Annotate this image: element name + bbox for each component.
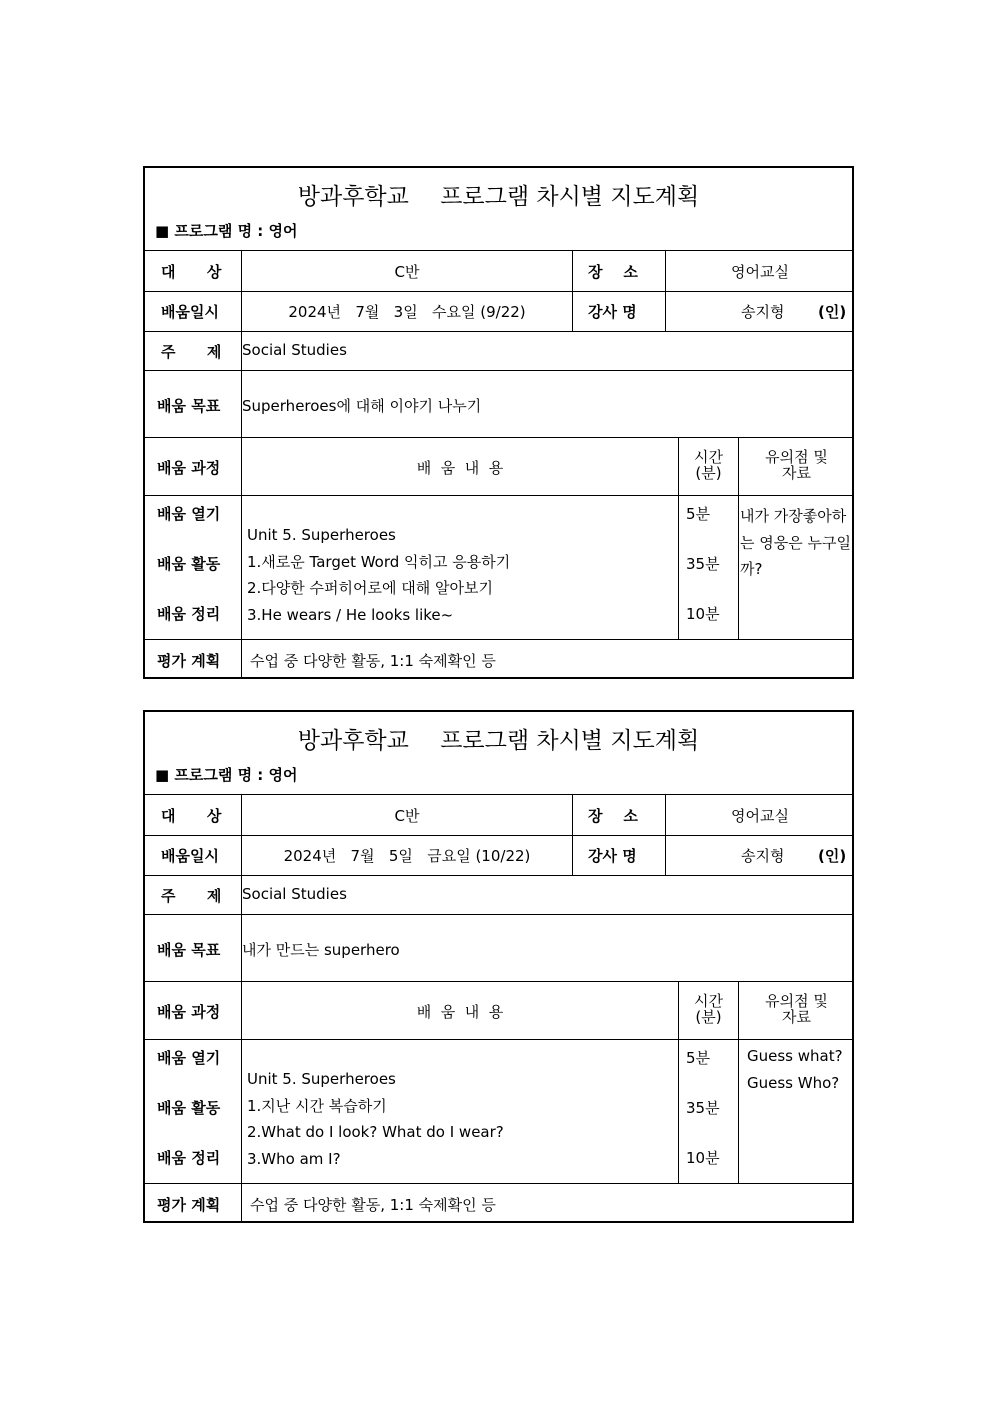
- teacher-label: 강사 명: [588, 303, 637, 321]
- eval-value: 수업 중 다양한 활동, 1:1 숙제확인 등: [250, 652, 496, 670]
- teacher-label: 강사 명: [588, 847, 637, 865]
- divider: [572, 250, 573, 331]
- goal-value: 내가 만드는 superhero: [242, 941, 400, 959]
- divider: [145, 437, 852, 438]
- content-line: Unit 5. Superheroes: [247, 526, 396, 544]
- date-value: 2024년 7월 3일 수요일 (9/22): [288, 303, 526, 321]
- time-closing: 10분: [686, 605, 720, 623]
- closing-label: 배움 정리: [157, 1149, 221, 1167]
- topic-value: Social Studies: [242, 885, 347, 903]
- time-header: 시간 (분): [694, 992, 723, 1026]
- place-value: 영어교실: [731, 263, 789, 281]
- target-value: C반: [394, 263, 420, 281]
- content-line: Unit 5. Superheroes: [247, 1070, 396, 1088]
- notes-header: 유의점 및 자료: [765, 448, 828, 482]
- process-label: 배움 과정: [157, 459, 221, 477]
- teacher-value: 송지형: [741, 303, 785, 321]
- seal-mark: (인): [818, 303, 847, 321]
- place-value: 영어교실: [731, 807, 789, 825]
- time-activity: 35분: [686, 1099, 720, 1117]
- opening-label: 배움 열기: [157, 505, 221, 523]
- contents-list: [247, 522, 510, 628]
- target-value: C반: [394, 807, 420, 825]
- activity-label: 배움 활동: [157, 1099, 221, 1117]
- content-line: 3.He wears / He looks like~: [247, 605, 454, 624]
- plan-title: [145, 722, 852, 755]
- lesson-plan: [143, 166, 854, 679]
- target-label: 대 상: [161, 807, 222, 825]
- program-name: ■ 프로그램 명 : 영어: [155, 222, 298, 240]
- date-label: 배움일시: [161, 847, 219, 865]
- notes-value: Guess what? Guess Who?: [747, 1047, 843, 1092]
- opening-label: 배움 열기: [157, 1049, 221, 1067]
- content-line: 2.What do I look? What do I wear?: [247, 1123, 504, 1141]
- place-label: 장 소: [588, 807, 638, 825]
- eval-label: 평가 계획: [157, 652, 221, 670]
- time-closing: 10분: [686, 1149, 720, 1167]
- teacher-value: 송지형: [741, 847, 785, 865]
- title-part-2: 프로그램 차시별 지도계획: [440, 184, 700, 210]
- divider: [145, 794, 852, 795]
- divider: [145, 835, 852, 836]
- topic-value: Social Studies: [242, 341, 347, 359]
- target-label: 대 상: [161, 263, 222, 281]
- divider: [145, 981, 852, 982]
- divider: [145, 914, 852, 915]
- divider: [145, 291, 852, 292]
- divider: [145, 370, 852, 371]
- goal-label: 배움 목표: [157, 397, 221, 415]
- goal-label: 배움 목표: [157, 941, 221, 959]
- title-part-2: 프로그램 차시별 지도계획: [440, 728, 700, 754]
- content-line: 1.새로운 Target Word 익히고 응용하기: [247, 552, 511, 571]
- divider: [145, 875, 852, 876]
- title-part-1: 방과후학교: [297, 184, 409, 210]
- eval-value: 수업 중 다양한 활동, 1:1 숙제확인 등: [250, 1196, 496, 1214]
- topic-label: 주 제: [161, 887, 222, 905]
- activity-label: 배움 활동: [157, 555, 221, 573]
- divider: [145, 1183, 852, 1184]
- lesson-plan: [143, 710, 854, 1223]
- time-activity: 35분: [686, 555, 720, 573]
- date-value: 2024년 7월 5일 금요일 (10/22): [283, 847, 531, 865]
- closing-label: 배움 정리: [157, 605, 221, 623]
- notes-value: 내가 가장좋아하는 영웅은 누구일까?: [740, 507, 851, 578]
- divider: [145, 331, 852, 332]
- time-header: 시간 (분): [694, 448, 723, 482]
- time-opening: 5분: [686, 1049, 711, 1067]
- divider: [145, 250, 852, 251]
- contents-header: 배 움 내 용: [416, 459, 504, 477]
- content-line: 1.지난 시간 복습하기: [247, 1096, 387, 1115]
- seal-mark: (인): [818, 847, 847, 865]
- topic-label: 주 제: [161, 343, 222, 361]
- divider: [145, 1039, 852, 1040]
- notes-header: 유의점 및 자료: [765, 992, 828, 1026]
- time-opening: 5분: [686, 505, 711, 523]
- divider: [145, 639, 852, 640]
- contents-header: 배 움 내 용: [416, 1003, 504, 1021]
- content-line: 2.다양한 수퍼히어로에 대해 알아보기: [247, 579, 493, 597]
- program-name: ■ 프로그램 명 : 영어: [155, 766, 298, 784]
- divider: [572, 794, 573, 875]
- eval-label: 평가 계획: [157, 1196, 221, 1214]
- plan-title: [145, 178, 852, 211]
- contents-list: [247, 1066, 504, 1172]
- divider: [145, 495, 852, 496]
- date-label: 배움일시: [161, 303, 219, 321]
- process-label: 배움 과정: [157, 1003, 221, 1021]
- content-line: 3.Who am I?: [247, 1149, 341, 1168]
- title-part-1: 방과후학교: [297, 728, 409, 754]
- goal-value: Superheroes에 대해 이야기 나누기: [242, 397, 482, 415]
- place-label: 장 소: [588, 263, 638, 281]
